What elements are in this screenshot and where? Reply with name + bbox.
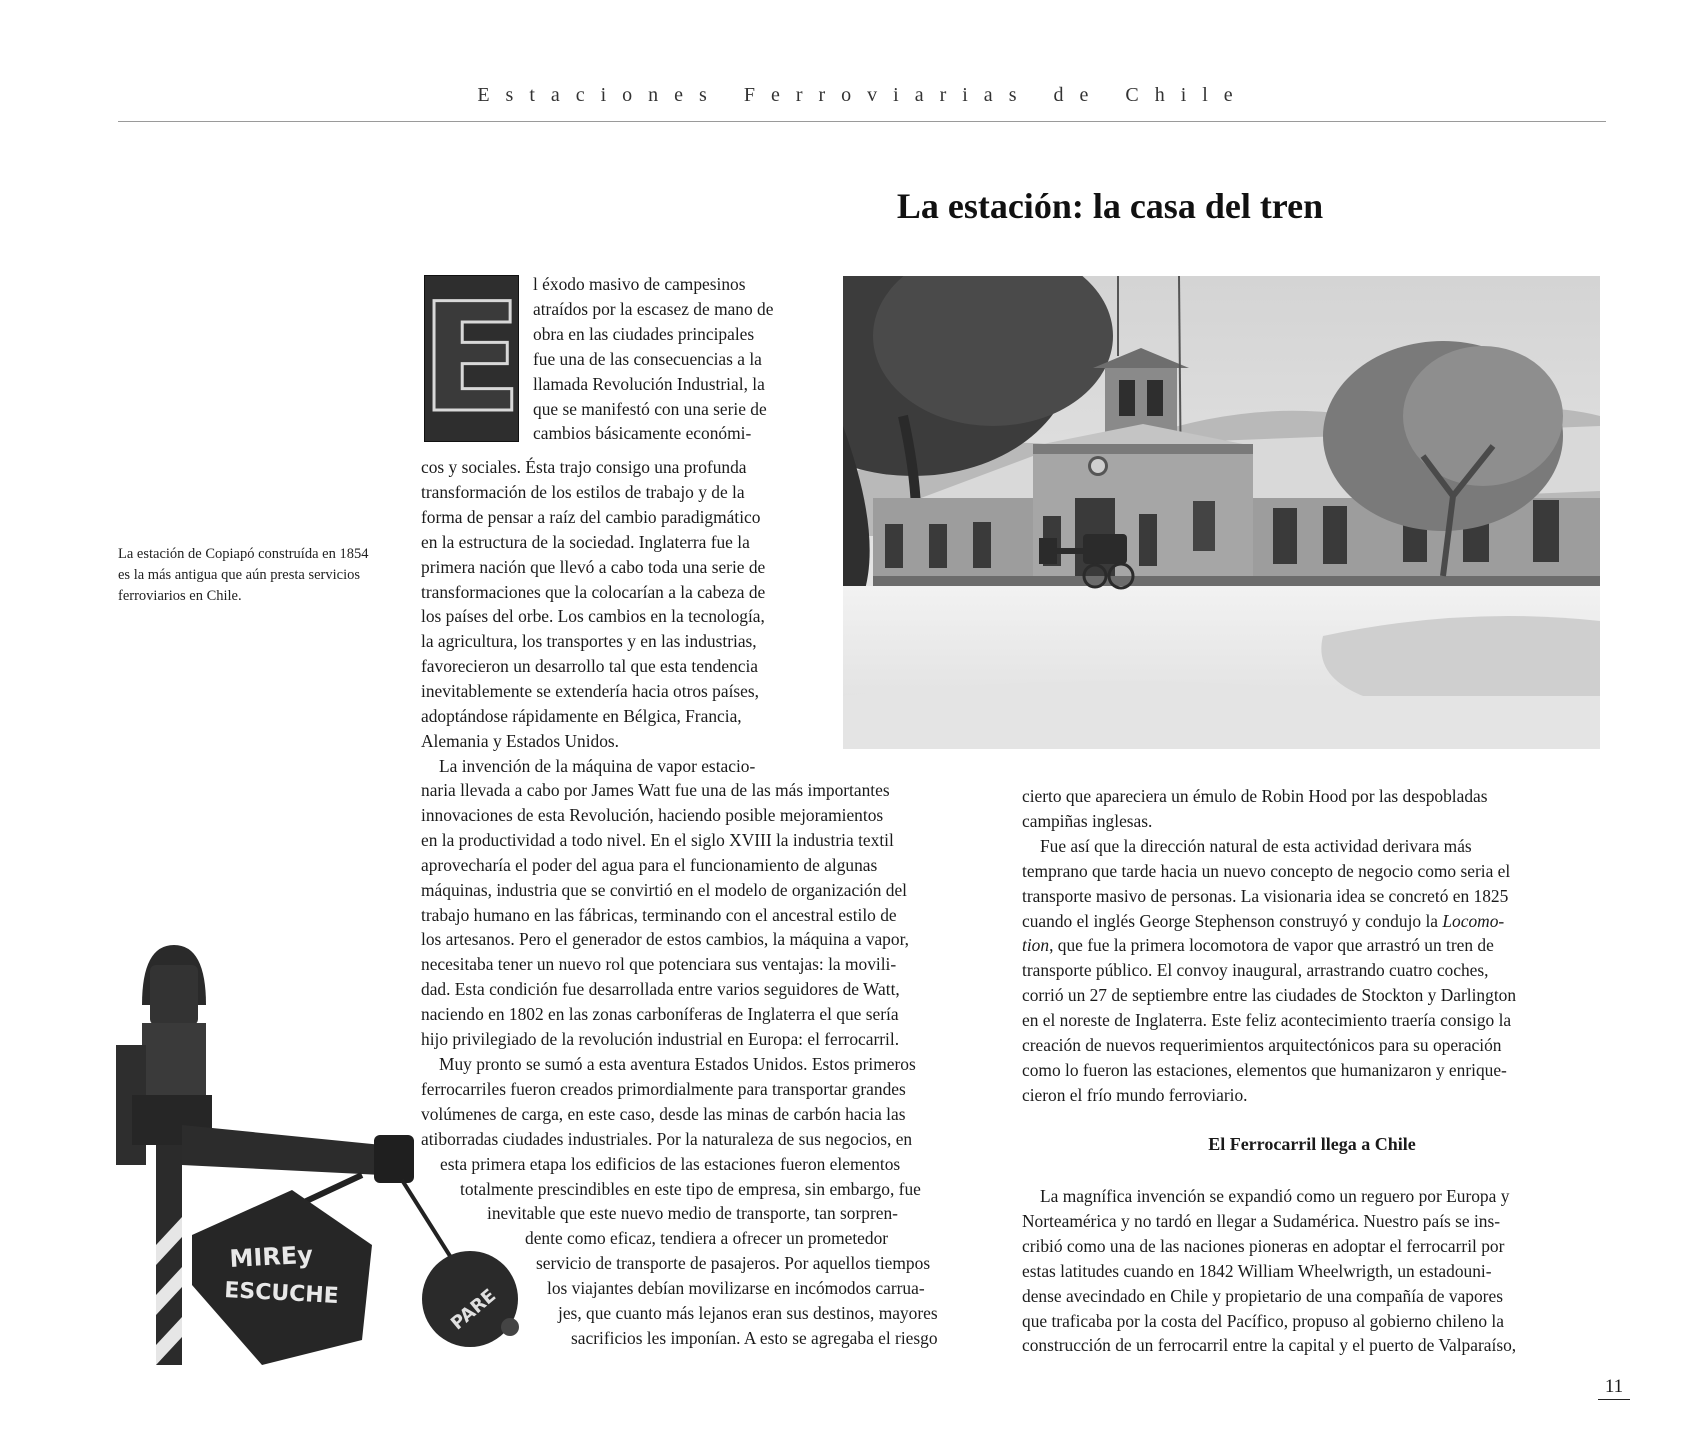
- text-line: trabajo humano en las fábricas, terminando con el ancestral estilo de: [421, 904, 897, 925]
- text-run: cuando el inglés George Stephenson construyó y condujo la: [1022, 910, 1438, 931]
- text-line: adoptándose rápidamente en Bélgica, Francia,: [421, 706, 742, 727]
- text-line: La invención de la máquina de vapor estacio-: [439, 755, 756, 776]
- text-line: volúmenes de carga, en este caso, desde las minas de carbón hacia las: [421, 1103, 906, 1124]
- text-line: atraídos por la escasez de mano de: [533, 298, 774, 319]
- body-text-column-b: [1022, 784, 1516, 1108]
- text-line: sacrificios les imponían. A esto se agregaba el riesgo: [571, 1327, 938, 1348]
- body-text-column-a: [421, 455, 765, 779]
- text-line: en el noreste de Inglaterra. Este feliz acontecimiento traería consigo la: [1022, 1010, 1512, 1031]
- text-line: hijo privilegiado de la revolución industrial en Europa: el ferrocarril.: [421, 1029, 900, 1050]
- text-line: en la productividad a todo nivel. En el siglo XVIII la industria textil: [421, 829, 894, 850]
- text-line: los viajantes debían movilizarse en incómodos carrua-: [547, 1278, 925, 1299]
- text-line: los artesanos. Pero el generador de estos cambios, la máquina a vapor,: [421, 929, 910, 950]
- railway-signal-image: [112, 945, 542, 1365]
- text-line: servicio de transporte de pasajeros. Por aquellos tiempos: [536, 1253, 931, 1274]
- text-line: cierto que apareciera un émulo de Robin Hood por las despobladas: [1022, 786, 1488, 806]
- text-line: forma de pensar a raíz del cambio paradigmático: [421, 506, 761, 527]
- text-run: , que fue la primera locomotora de vapor que arrastró un tren de: [1049, 935, 1494, 956]
- text-line: atiborradas ciudades industriales. Por la naturaleza de sus negocios, en: [421, 1128, 913, 1149]
- text-line: transporte masivo de personas. La visionaria idea se concretó en 1825: [1022, 885, 1509, 906]
- body-text-intro: [533, 272, 773, 446]
- text-line: fue una de las consecuencias a la: [533, 348, 762, 369]
- text-line: dente como eficaz, tendiera a ofrecer un prometedor: [525, 1228, 889, 1249]
- text-line: necesitaba tener un nuevo rol que potenciara sus ventajas: la movili-: [421, 954, 897, 975]
- text-line: favorecieron un desarrollo tal que esta tendencia: [421, 656, 759, 677]
- text-line: que se manifestó con una serie de: [533, 398, 767, 419]
- text-line: temprano que tarde hacia un nuevo concepto de negocio como seria el: [1022, 860, 1511, 881]
- text-line: [1022, 909, 1516, 934]
- station-photo-illustration: [843, 276, 1600, 749]
- text-line: transformaciones que la colocarían a la cabeza de: [421, 581, 766, 602]
- text-line: La magnífica invención se expandió como un reguero por Europa y: [1040, 1186, 1510, 1206]
- text-line: innovaciones de esta Revolución, haciendo posible mejoramientos: [421, 804, 884, 825]
- section-subheading: El Ferrocarril llega a Chile: [1208, 1134, 1416, 1154]
- text-line: campiñas inglesas.: [1022, 810, 1153, 831]
- text-line: naciendo en 1802 en las zonas carboníferas de Inglaterra el que sería: [421, 1004, 899, 1025]
- text-line: la agricultura, los transportes y en las industrias,: [421, 631, 757, 652]
- text-line: dense avecindado en Chile y propietario de una compañía de vapores: [1022, 1285, 1503, 1306]
- text-line: los países del orbe. Los cambios en la tecnología,: [421, 606, 765, 627]
- text-line: Muy pronto se sumó a esta aventura Estados Unidos. Estos primeros: [439, 1053, 916, 1074]
- text-line: cambios básicamente económi-: [533, 423, 752, 444]
- text-line: obra en las ciudades principales: [533, 323, 755, 344]
- text-line: jes, que cuanto más lejanos eran sus destinos, mayores: [558, 1303, 938, 1324]
- station-photo: [843, 276, 1600, 749]
- sign-text-escuche: ESCUCHE: [223, 1278, 340, 1309]
- disc-text-pare: PARE: [447, 1285, 501, 1335]
- text-line: llamada Revolución Industrial, la: [533, 373, 765, 394]
- sign-text-mire: MIREy: [228, 1240, 314, 1273]
- text-line: transporte público. El convoy inaugural, arrastrando cuatro coches,: [1022, 960, 1489, 981]
- running-header: Estaciones Ferroviarias de Chile: [477, 84, 1249, 106]
- text-line: Alemania y Estados Unidos.: [421, 730, 620, 751]
- text-line: Fue así que la dirección natural de esta actividad derivara más: [1040, 835, 1472, 856]
- text-line: aprovecharía el poder del agua para el funcionamiento de algunas: [421, 854, 878, 875]
- text-line: primera nación que llevó a cabo toda una serie de: [421, 556, 766, 577]
- photo-caption: La estación de Copiapó construída en 1854 es la más antigua que aún presta servicios ferroviarios en Chile.: [118, 546, 369, 604]
- text-line: transformación de los estilos de trabajo y de la: [421, 481, 745, 502]
- italic-title-locomotion: Locomo-: [1442, 910, 1505, 931]
- text-line: que traficaba por la costa del Pacífico, propuso al gobierno chileno la: [1022, 1310, 1504, 1331]
- text-line: Norteamérica y no tardó en llegar a Sudamérica. Nuestro país se ins-: [1022, 1210, 1501, 1231]
- text-line: inevitablemente se extendería hacia otros países,: [421, 681, 760, 702]
- text-line: en la estructura de la sociedad. Inglaterra fue la: [421, 531, 750, 552]
- text-line: corrió un 27 de septiembre entre las ciudades de Stockton y Darlington: [1022, 985, 1517, 1006]
- railway-signal-illustration: [112, 945, 542, 1365]
- text-line: dad. Esta condición fue desarrollada entre varios seguidores de Watt,: [421, 979, 900, 1000]
- text-line: máquinas, industria que se convirtió en el modelo de organización del: [421, 879, 907, 900]
- text-line: totalmente prescindibles en este tipo de empresa, sin embargo, fue: [460, 1178, 921, 1199]
- header-rule: [118, 121, 1606, 122]
- text-line: esta primera etapa los edificios de las estaciones fueron elementos: [440, 1153, 901, 1174]
- text-line: estas latitudes cuando en 1842 William Wheelwrigth, un estadouni-: [1022, 1260, 1492, 1281]
- text-line: cos y sociales. Ésta trajo consigo una profunda: [421, 457, 747, 477]
- drop-cap: [420, 271, 523, 446]
- italic-title-locomotion-end: tion: [1022, 935, 1050, 956]
- text-line: cieron el frío mundo ferroviario.: [1022, 1084, 1248, 1105]
- text-line: como lo fueron las estaciones, elementos que humanizaron y enrique-: [1022, 1059, 1507, 1080]
- body-text-column-c: [1022, 1184, 1516, 1358]
- text-line: construcción de un ferrocarril entre la capital y el puerto de Valparaíso,: [1022, 1335, 1517, 1356]
- text-line: ferrocarriles fueron creados primordialmente para transportar grandes: [421, 1078, 906, 1099]
- page-number: 11: [1598, 1376, 1630, 1400]
- text-line: creación de nuevos requerimientos arquitectónicos para su operación: [1022, 1035, 1502, 1056]
- drop-cap-letter: E: [420, 271, 523, 446]
- text-line: l éxodo masivo de campesinos: [533, 274, 746, 294]
- page-title: La estación: la casa del tren: [896, 186, 1324, 226]
- text-line: [1022, 933, 1516, 958]
- text-line: cribió como una de las naciones pioneras en adoptar el ferrocarril por: [1022, 1235, 1505, 1256]
- text-line: naria llevada a cabo por James Watt fue una de las más importantes: [421, 780, 890, 800]
- text-line: inevitable que este nuevo medio de transporte, tan sorpren-: [487, 1203, 898, 1224]
